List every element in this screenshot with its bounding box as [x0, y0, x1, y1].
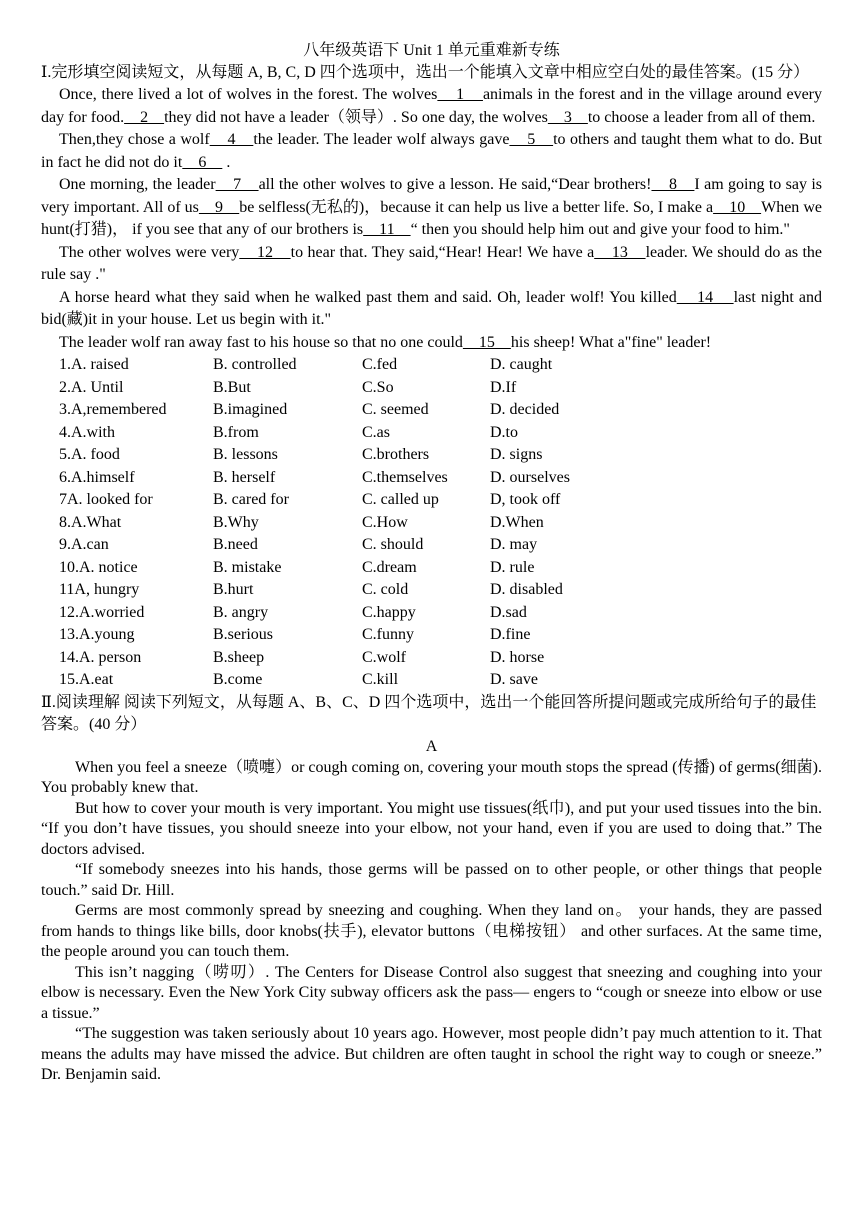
option-choice[interactable]: 7A. looked for	[59, 491, 153, 508]
option-choice[interactable]: 1.A. raised	[59, 356, 129, 373]
paragraph-text: the leader. The leader wolf always gave	[253, 131, 510, 148]
option-choice[interactable]: 9.A.can	[59, 536, 109, 553]
option-choice[interactable]: B.sheep	[213, 648, 265, 666]
paragraph-text: The other wolves were very	[59, 243, 240, 261]
cloze-paragraph	[41, 332, 822, 355]
paragraph-text: leader. We should do as the rule say ."	[41, 243, 823, 283]
option-choice[interactable]: B.hurt	[213, 581, 254, 598]
option-choice[interactable]: C. cold	[362, 581, 409, 598]
reading-passage	[41, 758, 822, 1086]
option-choice[interactable]: C.as	[362, 423, 390, 441]
option-choice[interactable]: C.How	[362, 513, 408, 531]
paragraph-text: I am going to say is very important. All of us	[41, 176, 823, 216]
option-choice[interactable]: D. save	[490, 671, 538, 688]
answer-blank[interactable]: 3	[547, 108, 588, 126]
passage-paragraph: When you feel a sneeze（喷嚏）or cough coming on, covering your mouth stops the spread (传播) of germs(细菌). You probably knew that.	[41, 758, 822, 796]
option-row	[59, 377, 822, 400]
option-choice[interactable]: D. disabled	[490, 581, 563, 598]
answer-blank[interactable]: 8	[651, 176, 695, 193]
option-choice[interactable]: C.wolf	[362, 648, 406, 666]
option-choice[interactable]: 10.A. notice	[59, 558, 138, 576]
option-choice[interactable]: C. seemed	[362, 401, 429, 418]
option-choice[interactable]: B.from	[213, 423, 259, 441]
option-choice[interactable]: B.Why	[213, 513, 259, 531]
option-choice[interactable]: C.funny	[362, 626, 414, 643]
option-choice[interactable]: D. ourselves	[490, 468, 570, 486]
option-row	[59, 624, 822, 647]
cloze-paragraph	[41, 174, 822, 242]
page-title: 八年级英语下 Unit 1 单元重难新专练	[303, 42, 560, 59]
answer-blank[interactable]: 7	[215, 176, 259, 193]
option-choice[interactable]: C.kill	[362, 671, 399, 688]
option-row	[59, 669, 822, 692]
paragraph-text: A horse heard what they said when he walked past them and said. Oh, leader wolf! You killed	[59, 288, 677, 306]
option-choice[interactable]: D.When	[490, 513, 544, 531]
option-choice[interactable]: 13.A.young	[59, 626, 135, 643]
option-row	[59, 489, 822, 512]
option-choice[interactable]: 14.A. person	[59, 648, 142, 666]
option-choice[interactable]: D. rule	[490, 558, 535, 576]
option-row	[59, 467, 822, 490]
option-choice[interactable]: 5.A. food	[59, 446, 120, 463]
passage-paragraph: “The suggestion was taken seriously about 10 years ago. However, most people didn’t pay much attention to it. That means the adults may have missed the advice. But children are often taught in school the right way to cough or sneeze.” Dr. Benjamin said.	[41, 1025, 822, 1083]
answer-blank[interactable]: 6	[182, 153, 223, 171]
option-row	[59, 557, 822, 580]
passage-paragraph: But how to cover your mouth is very important. You might use tissues(纸巾), and put your used tissues into the bin. “If you don’t have tissues, you should sneeze into your elbow, not your hand, even if you are used to doing that.” The doctors advised.	[41, 799, 822, 858]
option-choice[interactable]: 4.A.with	[59, 423, 115, 441]
option-row	[59, 354, 822, 377]
option-choice[interactable]: B.serious	[213, 626, 273, 643]
passage-label: A	[425, 737, 438, 755]
option-row	[59, 534, 822, 557]
paragraph-text: be selfless(无私的)，because it can help us live a better life. So, I make a	[239, 198, 714, 216]
paragraph-text: .	[222, 153, 231, 171]
section2-heading: Ⅱ.阅读理解 阅读下列短文，从每题 A、B、C、D 四个选项中，选出一个能回答所提问题或完成所给句子的最佳答案。(40 分）	[41, 693, 817, 733]
option-choice[interactable]: C.dream	[362, 558, 417, 576]
answer-blank[interactable]: 5	[509, 131, 554, 148]
answer-blank[interactable]: 15	[462, 333, 511, 351]
option-row	[59, 647, 822, 670]
option-choice[interactable]: D. decided	[490, 401, 560, 418]
cloze-paragraph	[41, 129, 822, 174]
answer-blank[interactable]: 12	[239, 243, 291, 261]
paragraph-text: One morning, the leader	[59, 176, 216, 193]
paragraph-text: they did not have a leader（领导）. So one day, the wolves	[164, 108, 548, 126]
option-choice[interactable]: C.brothers	[362, 446, 430, 463]
option-choice[interactable]: C.themselves	[362, 468, 448, 486]
paragraph-text: Once, there lived a lot of wolves in the forest. The wolves	[59, 86, 438, 103]
paragraph-text: The leader wolf ran away fast to his house so that no one could	[59, 333, 463, 351]
option-choice[interactable]: B.come	[213, 671, 263, 688]
option-choice[interactable]: C.fed	[362, 356, 398, 373]
answer-blank[interactable]: 10	[713, 198, 762, 216]
answer-blank[interactable]: 4	[209, 131, 254, 148]
option-choice[interactable]: D.to	[490, 423, 518, 441]
option-choice[interactable]: 8.A.What	[59, 513, 122, 531]
option-choice[interactable]: B. mistake	[213, 558, 282, 576]
passage-paragraph: This isn’t nagging（唠叨）. The Centers for Disease Control also suggest that sneezing and coughing into your elbow is necessary. Even the New York City subway officers ask the pass— engers to “cough or sneeze into elbow or use a tissue.”	[41, 963, 822, 1022]
option-choice[interactable]: B. herself	[213, 468, 276, 486]
cloze-options	[59, 354, 822, 692]
answer-blank[interactable]: 2	[124, 108, 165, 126]
option-choice[interactable]: D. signs	[490, 446, 543, 463]
option-choice[interactable]: B. angry	[213, 603, 269, 621]
paragraph-text: to hear that. They said,“Hear! Hear! We have a	[290, 243, 595, 261]
option-choice[interactable]: 11A, hungry	[59, 581, 140, 598]
passage-paragraph: “If somebody sneezes into his hands, those germs will be passed on to other people, or other things that people touch.” said Dr. Hill.	[41, 861, 822, 899]
paragraph-text: last night and bid(藏)it in your house. Let us begin with it."	[41, 288, 823, 328]
paragraph-text: “ then you should help him out and give your food to him."	[410, 221, 790, 238]
option-row	[59, 512, 822, 535]
answer-blank[interactable]: 14	[676, 288, 734, 306]
paragraph-text: all the other wolves to give a lesson. He said,“Dear brothers!	[258, 176, 652, 193]
option-choice[interactable]: B. controlled	[213, 356, 297, 373]
paragraph-text: to others and taught them what to do. But in fact he did not do it	[41, 131, 823, 171]
option-row	[59, 399, 822, 422]
option-choice[interactable]: D.If	[490, 378, 517, 396]
option-choice[interactable]: D. caught	[490, 356, 553, 373]
option-choice[interactable]: D.sad	[490, 603, 527, 621]
option-choice[interactable]: 3.A,remembered	[59, 401, 167, 418]
option-choice[interactable]: D, took off	[490, 491, 561, 508]
option-row	[59, 579, 822, 602]
option-row	[59, 602, 822, 625]
option-row	[59, 444, 822, 467]
option-choice[interactable]: C.So	[362, 378, 394, 396]
passage-paragraph: Germs are most commonly spread by sneezing and coughing. When they land on。 your hands, they are passed from hands to things like bills, door knobs(扶手), elevator buttons（电梯按钮） and other surfaces. At the same time, the people around you can touch them.	[41, 902, 822, 960]
paragraph-text: When we hunt(打猎)， if you see that any of our brothers is	[41, 198, 822, 238]
option-choice[interactable]: 6.A.himself	[59, 468, 135, 486]
paragraph-text: his sheep! What a"fine" leader!	[510, 333, 712, 351]
option-choice[interactable]: D. may	[490, 536, 538, 553]
cloze-paragraph	[41, 287, 822, 332]
option-choice[interactable]: C. called up	[362, 491, 439, 508]
option-choice[interactable]: C.happy	[362, 603, 416, 621]
option-choice[interactable]: D. horse	[490, 648, 545, 666]
option-choice[interactable]: B.But	[213, 378, 251, 396]
option-choice[interactable]: B. cared for	[213, 491, 289, 508]
answer-blank[interactable]: 13	[594, 243, 646, 261]
option-choice[interactable]: C. should	[362, 536, 424, 553]
cloze-passage	[41, 84, 822, 354]
answer-blank[interactable]: 1	[437, 86, 483, 103]
paragraph-text: to choose a leader from all of them.	[587, 108, 816, 126]
paragraph-text: Then,they chose a wolf	[59, 131, 210, 148]
section1-heading: Ⅰ.完形填空阅读短文，从每题 A, B, C, D 四个选项中，选出一个能填入文章中相应空白处的最佳答案。(15 分）	[41, 64, 810, 81]
answer-blank[interactable]: 9	[198, 198, 240, 216]
option-choice[interactable]: B. lessons	[213, 446, 278, 463]
paragraph-text: animals in the forest and in the village around every day for food.	[41, 86, 823, 126]
option-row	[59, 422, 822, 445]
option-choice[interactable]: B.imagined	[213, 401, 288, 418]
worksheet-page	[41, 40, 822, 1086]
option-choice[interactable]: 15.A.eat	[59, 671, 114, 688]
option-choice[interactable]: D.fine	[490, 626, 531, 643]
option-choice[interactable]: B.need	[213, 536, 258, 553]
option-choice[interactable]: 12.A.worried	[59, 603, 145, 621]
option-choice[interactable]: 2.A. Until	[59, 378, 124, 396]
cloze-paragraph	[41, 84, 822, 129]
answer-blank[interactable]: 11	[363, 221, 411, 238]
cloze-paragraph	[41, 242, 822, 287]
